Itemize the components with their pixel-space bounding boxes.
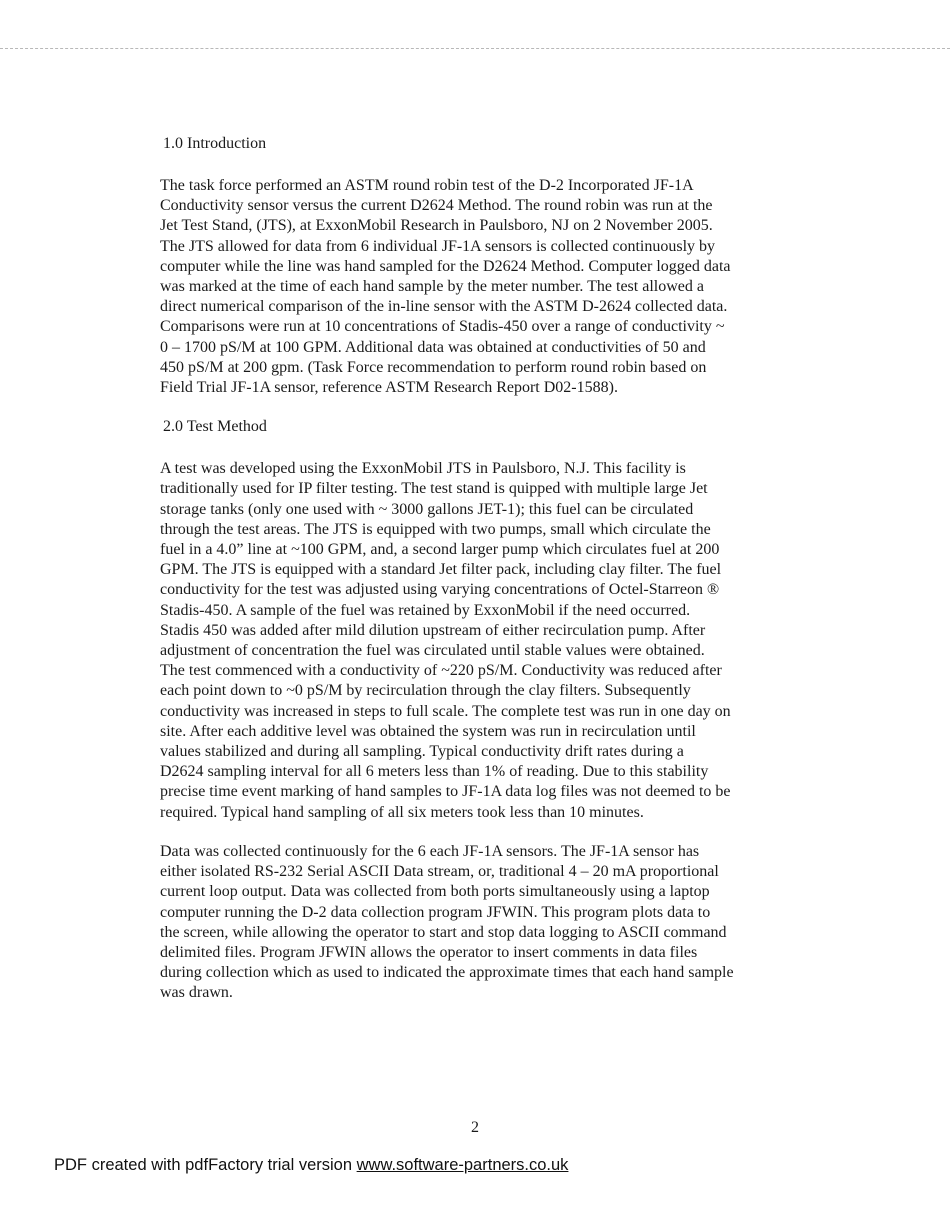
paragraph-line: precise time event marking of hand samples to JF-1A data log files was not deemed to be: [160, 783, 731, 801]
paragraph-line: conductivity was increased in steps to full scale. The complete test was run in one day on: [160, 702, 731, 720]
paragraph-line: adjustment of concentration the fuel was circulated until stable values were obtained.: [160, 642, 705, 660]
paragraph-line: The task force performed an ASTM round robin test of the D-2 Incorporated JF-1A: [160, 177, 694, 194]
paragraph: [160, 176, 800, 398]
paragraph-line: direct numerical comparison of the in-line sensor with the ASTM D-2624 collected data.: [160, 298, 728, 316]
paragraph-line: fuel in a 4.0” line at ~100 GPM, and, a second larger pump which circulates fuel at 200: [160, 541, 720, 559]
paragraph-line: was drawn.: [160, 984, 233, 1002]
paragraph-line: 450 pS/M at 200 gpm. (Task Force recommendation to perform round robin based on: [160, 358, 707, 376]
paragraph-line: conductivity for the test was adjusted using varying concentrations of Octel-Starreon ®: [160, 581, 720, 599]
paragraph-line: site. After each additive level was obtained the system was run in recirculation until: [160, 722, 696, 740]
paragraph-line: traditionally used for IP filter testing. The test stand is quipped with multiple large Jet: [160, 480, 708, 498]
document-body: [160, 134, 800, 1023]
footer-link[interactable]: www.software-partners.co.uk: [356, 1156, 569, 1174]
paragraph-line: Field Trial JF-1A sensor, reference ASTM Research Report D02-1588).: [160, 379, 618, 397]
paragraph-line: Comparisons were run at 10 concentrations of Stadis-450 over a range of conductivity ~: [160, 318, 725, 336]
paragraph: [160, 842, 800, 1004]
paragraph-line: computer running the D-2 data collection program JFWIN. This program plots data to: [160, 903, 711, 921]
paragraph-line: Stadis-450. A sample of the fuel was retained by ExxonMobil if the need occurred.: [160, 601, 691, 619]
paragraph-line: each point down to ~0 pS/M by recirculation through the clay filters. Subsequently: [160, 682, 691, 700]
paragraph-line: current loop output. Data was collected from both ports simultaneously using a laptop: [160, 883, 710, 901]
paragraph-line: delimited files. Program JFWIN allows the operator to insert comments in data files: [160, 943, 698, 961]
section-heading: 1.0 Introduction: [163, 135, 267, 152]
paragraph-line: the screen, while allowing the operator to start and stop data logging to ASCII command: [160, 923, 727, 941]
paragraph-line: storage tanks (only one used with ~ 3000 gallons JET-1); this fuel can be circulated: [160, 500, 694, 518]
paragraph: [160, 459, 800, 823]
paragraph-line: Jet Test Stand, (JTS), at ExxonMobil Research in Paulsboro, NJ on 2 November 2005.: [160, 217, 713, 235]
paragraph-line: required. Typical hand sampling of all six meters took less than 10 minutes.: [160, 803, 644, 821]
section-heading: 2.0 Test Method: [163, 418, 267, 436]
paragraph-line: A test was developed using the ExxonMobil JTS in Paulsboro, N.J. This facility is: [160, 460, 686, 478]
paragraph-line: The JTS allowed for data from 6 individual JF-1A sensors is collected continuously by: [160, 237, 716, 255]
footer-text: PDF created with pdfFactory trial version: [54, 1156, 357, 1174]
paragraph-line: GPM. The JTS is equipped with a standard Jet filter pack, including clay filter. The fuel: [160, 561, 722, 579]
paragraph-line: during collection which as used to indicated the approximate times that each hand sample: [160, 964, 734, 982]
paragraph-line: computer while the line was hand sampled for the D2624 Method. Computer logged data: [160, 257, 731, 275]
paragraph-line: either isolated RS-232 Serial ASCII Data stream, or, traditional 4 – 20 mA proportional: [160, 863, 719, 881]
paragraph-line: Data was collected continuously for the 6 each JF-1A sensors. The JF-1A sensor has: [160, 842, 700, 860]
paragraph-line: Conductivity sensor versus the current D2624 Method. The round robin was run at the: [160, 197, 713, 215]
paragraph-line: D2624 sampling interval for all 6 meters less than 1% of reading. Due to this stability: [160, 763, 709, 781]
paragraph-line: The test commenced with a conductivity of ~220 pS/M. Conductivity was reduced after: [160, 662, 722, 680]
sections-container: [160, 134, 800, 1004]
paragraph-line: values stabilized and during all sampling. Typical conductivity drift rates during a: [160, 743, 684, 761]
pdf-footer: [54, 1155, 568, 1175]
paragraph-line: 0 – 1700 pS/M at 100 GPM. Additional data was obtained at conductivities of 50 and: [160, 338, 706, 356]
paragraph-line: was marked at the time of each hand sample by the meter number. The test allowed a: [160, 278, 704, 296]
paragraph-line: through the test areas. The JTS is equipped with two pumps, small which circulate the: [160, 520, 711, 538]
page-number: 2: [471, 1119, 479, 1136]
scan-artifact-line: [0, 48, 950, 49]
paragraph-line: Stadis 450 was added after mild dilution upstream of either recirculation pump. After: [160, 621, 706, 639]
